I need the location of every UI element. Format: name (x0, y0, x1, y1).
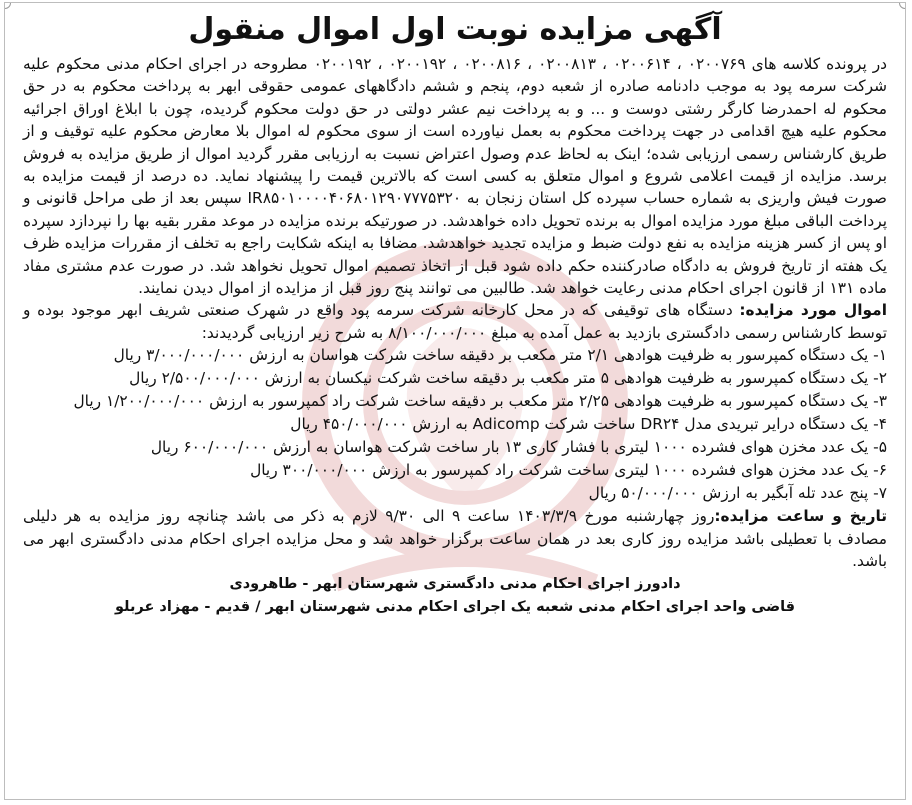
signature-judge: قاضی واحد اجرای احکام مدنی شعبه یک اجرای احکام مدنی شهرستان ابهر / قدیم - مهزاد عربلو (114, 598, 796, 615)
list-item: ۱- یک دستگاه کمپرسور به ظرفیت هوادهی ۲/۱ متر مکعب بر دقیقه ساخت شرکت هواسان به ارزش ۳/۰۰۰/۰۰۰/۰۰۰ ریال (113, 346, 887, 365)
signature-enforcement-officer: دادورز اجرای احکام مدنی دادگستری شهرستان ابهر - طاهرودی (229, 575, 681, 592)
items-list (23, 344, 887, 505)
list-item: ۴- یک دستگاه درایر تبریدی مدل DR۲۴ ساخت شرکت Adicomp به ارزش ۴۵۰/۰۰۰/۰۰۰ ریال (290, 415, 887, 434)
notice-frame (4, 2, 906, 800)
date-text: روز چهارشنبه مورخ ۱۴۰۳/۳/۹ ساعت ۹ الی ۹/۳۰ لازم به ذکر می باشد چنانچه روز مزایده به هر دلیلی مصادف با تعطیلی باشد مزایده روز کاری بعد در همان ساعت برگزار خواهد شد و محل مزایده اجرای احکام مدنی دادگستری ابهر می باشد. (23, 507, 887, 571)
auction-datetime (23, 505, 887, 572)
items-intro-text: دستگاه های توقیفی که در محل کارخانه شرکت سرمه پود واقع در شهرک صنعتی شریف ابهر موجود بوده و توسط کارشناس رسمی دادگستری بازدید به عمل آمده به مبلغ ۸/۱۰۰/۰۰۰/۰۰۰ به شرح زیر ارزیابی گردیدند: (23, 301, 887, 342)
list-item: ۳- یک دستگاه کمپرسور به ظرفیت هوادهی ۲/۲۵ متر مکعب بر دقیقه ساخت شرکت راد کمپرسور به ارزش ۱/۲۰۰/۰۰۰/۰۰۰ ریال (73, 392, 887, 411)
list-item: ۶- یک عدد مخزن هوای فشرده ۱۰۰۰ لیتری ساخت شرکت راد کمپرسور به ارزش ۳۰۰/۰۰۰/۰۰۰ ریال (250, 461, 887, 480)
notice-body: در پرونده کلاسه های ۰۲۰۰۷۶۹ ، ۰۲۰۰۶۱۴ ، ۰۲۰۰۸۱۳ ، ۰۲۰۰۸۱۶ ، ۰۲۰۰۱۹۲ ، ۰۲۰۰۱۹۲ مطروحه در اجرای احکام مدنی محکوم علیه شرکت سرمه پود به موجب دادنامه صادره از شعبه دوم، پنجم و ششم دادگاههای عمومی حقوقی ابهر به پرداخت محکوم به در حق محکوم له احمدرضا کارگر رشتی دوست و ... و به پرداخت نیم عشر دولتی در حق دولت محکوم گردیده، چون با ابلاغ اوراق اجرائیه محکوم علیه هیچ اقدامی در جهت پرداخت محکوم به بعمل نیاورده است از سوی محکوم له اموال بلا معارض محکوم علیه توقیف و از طریق کارشناس رسمی ارزیابی شده؛ اینک به لحاظ عدم وصول اعتراض نسبت به ارزیابی مقرر گردید اموال از طریق مزایده به فروش برسد. مزایده از قیمت اعلامی شروع و اموال متعلق به کسی است که بالاترین قیمت را پیشنهاد نماید. ده درصد از قیمت مزایده به صورت فیش واریزی به شماره حساب سپرده کل استان زنجان به IR۸۵۰۱۰۰۰۰۴۰۶۸۰۱۲۹۰۷۷۷۵۳۲۰ سپس بعد از طی مراحل قانونی و پرداخت الباقی مبلغ مورد مزایده اموال به برنده تحویل داده خواهدشد. در صورتیکه برنده مزایده در موعد مقرر بقیه بها را نپردازد سپرده او پس از کسر هزینه مزایده به نفع دولت ضبط و مزایده تجدید خواهدشد. مضافا به اینکه شکایت راجع به تخلف از مقررات مزایده ظرف یک هفته از تاریخ فروش به دادگاه صادرکننده حکم داده شود قبل از اتخاذ تصمیم اموال تحویل نخواهد شد. در صورت عدم مشتری مفاد ماده ۱۳۱ از قانون اجرای احکام مدنی رعایت خواهد شد. طالبین می توانند پنج روز قبل از مزایده از اموال دیدن نمایند. (23, 55, 888, 298)
list-item: ۲- یک دستگاه کمپرسور به ظرفیت هوادهی ۵ متر مکعب بر دقیقه ساخت شرکت نیکسان به ارزش ۲/۵۰۰/۰۰۰/۰۰۰ ریال (129, 369, 887, 388)
notice-title: آگهی مزایده نوبت اول اموال منقول (188, 12, 722, 47)
corner-mark-top-left (4, 2, 11, 9)
items-intro (23, 299, 887, 344)
items-label: اموال مورد مزایده: (739, 301, 887, 320)
list-item: ۷- پنج عدد تله آبگیر به ارزش ۵۰/۰۰۰/۰۰۰ ریال (588, 484, 887, 503)
date-label: تاریخ و ساعت مزایده: (714, 507, 888, 526)
corner-mark-top-right (899, 2, 906, 9)
list-item: ۵- یک عدد مخزن هوای فشرده ۱۰۰۰ لیتری با فشار کاری ۱۳ بار ساخت شرکت هواسان به ارزش ۶۰۰/۰۰۰/۰۰۰ ریال (150, 438, 887, 457)
auction-notice (23, 11, 887, 619)
